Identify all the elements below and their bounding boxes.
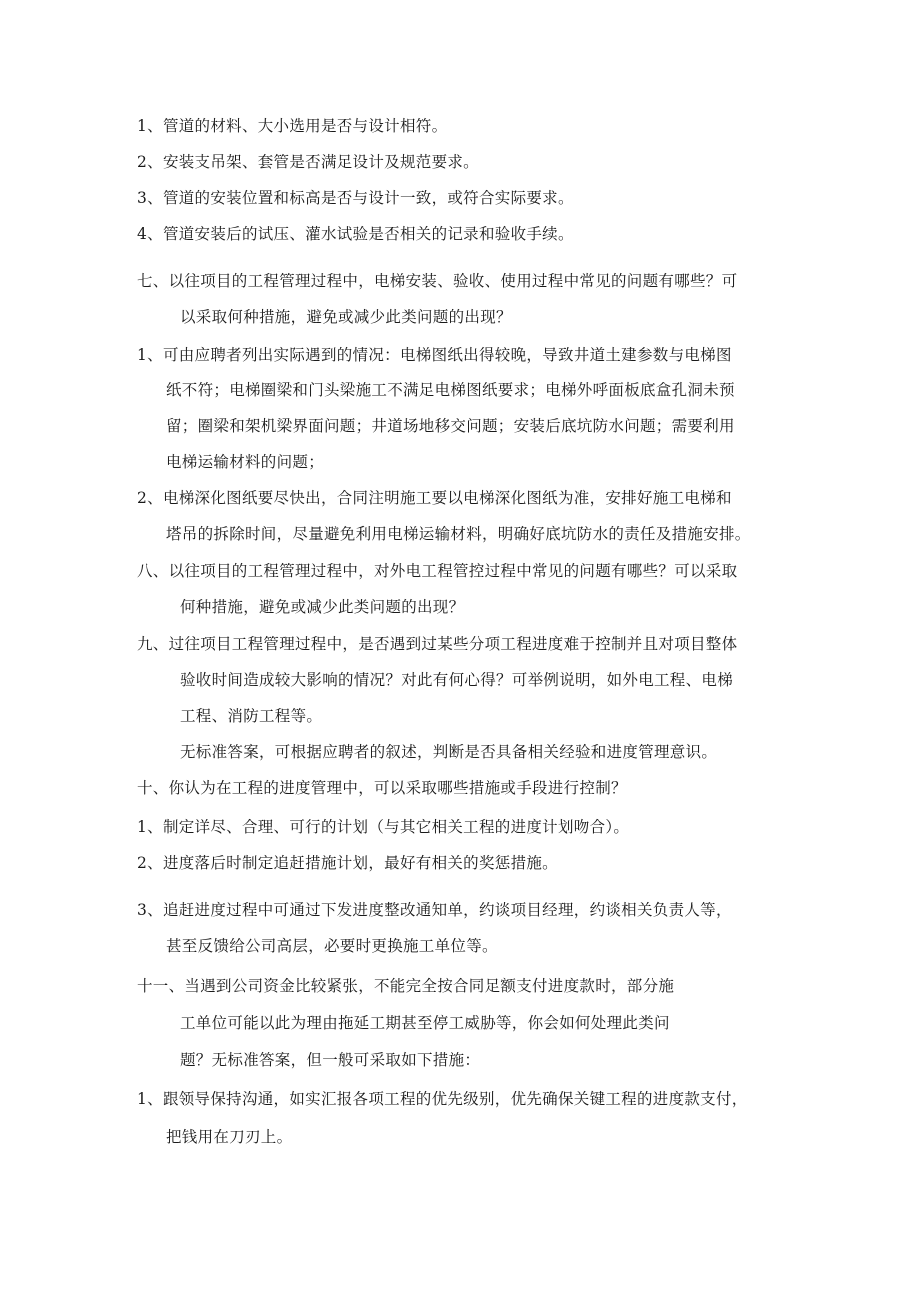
- question-9-cont: 工程、消防工程等。: [180, 707, 323, 725]
- answer-10-item-2: 2、进度落后时制定追赶措施计划，最好有相关的奖惩措施。: [137, 854, 558, 872]
- question-10: 十、你认为在工程的进度管理中，可以采取哪些措施或手段进行控制？: [137, 779, 627, 797]
- answer-11-item-1: 1、跟领导保持沟通，如实汇报各项工程的优先级别，优先确保关键工程的进度款支付，: [137, 1090, 748, 1108]
- question-9: 九、过往项目工程管理过程中，是否遇到过某些分项工程进度难于控制并且对项目整体: [137, 635, 738, 653]
- answer-10-item-1: 1、制定详尽、合理、可行的计划（与其它相关工程的进度计划吻合）。: [137, 818, 630, 836]
- answer-11-item-1-cont: 把钱用在刀刃上。: [166, 1128, 293, 1146]
- question-11: 十一、当遇到公司资金比较紧张，不能完全按合同足额支付进度款时，部分施: [137, 977, 675, 995]
- answer-7-item-2-cont: 塔吊的拆除时间，尽量避免利用电梯运输材料，明确好底坑防水的责任及措施安排。: [166, 525, 751, 543]
- question-11-cont: 题？无标准答案，但一般可采取如下措施：: [180, 1051, 481, 1069]
- answer-7-item-1-cont: 纸不符；电梯圈梁和门头梁施工不满足电梯图纸要求；电梯外呼面板底盒孔洞未预: [166, 381, 735, 399]
- list-item-3: 3、管道的安装位置和标高是否与设计一致，或符合实际要求。: [137, 189, 574, 207]
- question-11-cont: 工单位可能以此为理由拖延工期甚至停工威胁等，你会如何处理此类问: [180, 1014, 670, 1032]
- answer-7-item-2: 2、电梯深化图纸要尽快出，合同注明施工要以电梯深化图纸为准，安排好施工电梯和: [137, 489, 732, 507]
- answer-7-item-1-cont: 电梯运输材料的问题；: [166, 453, 325, 471]
- question-8: 八、以往项目的工程管理过程中，对外电工程管控过程中常见的问题有哪些？可以采取: [137, 562, 738, 580]
- list-item-1: 1、管道的材料、大小选用是否与设计相符。: [137, 117, 448, 135]
- answer-10-item-3: 3、追赶进度过程中可通过下发进度整改通知单，约谈项目经理，约谈相关负责人等，: [137, 901, 732, 919]
- question-7: 七、以往项目的工程管理过程中，电梯安装、验收、使用过程中常见的问题有哪些？可: [137, 272, 738, 290]
- answer-7-item-1-cont: 留；圈梁和架机梁界面问题；井道场地移交问题；安装后底坑防水问题；需要利用: [166, 417, 735, 435]
- answer-9: 无标准答案，可根据应聘者的叙述，判断是否具备相关经验和进度管理意识。: [180, 743, 718, 761]
- list-item-2: 2、安装支吊架、套管是否满足设计及规范要求。: [137, 153, 479, 171]
- answer-7-item-1: 1、可由应聘者列出实际遇到的情况：电梯图纸出得较晚，导致井道土建参数与电梯图: [137, 346, 732, 364]
- answer-10-item-3-cont: 甚至反馈给公司高层，必要时更换施工单位等。: [166, 937, 498, 955]
- list-item-4: 4、管道安装后的试压、灌水试验是否相关的记录和验收手续。: [137, 225, 574, 243]
- question-9-cont: 验收时间造成较大影响的情况？对此有何心得？可举例说明，如外电工程、电梯: [180, 671, 734, 689]
- question-7-cont: 以采取何种措施，避免或减少此类问题的出现？: [180, 308, 512, 326]
- question-8-cont: 何种措施，避免或减少此类问题的出现？: [180, 598, 465, 616]
